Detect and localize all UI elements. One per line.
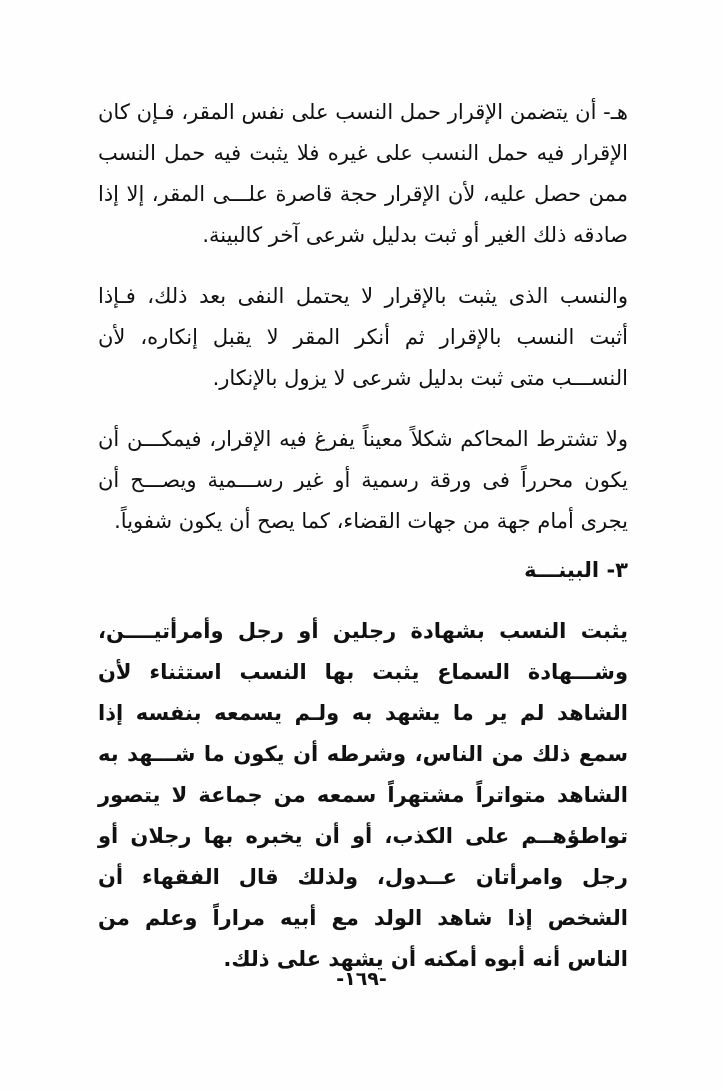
page-content xyxy=(98,92,628,980)
paragraph-evidence: يثبت النسب بشهادة رجلين أو رجل وأمرأتيــــن، وشـــهادة السماع يثبت بها النسب استثناء لأن الشاهد لم ير ما يشهد به ولـم يسمعه بنفسه إذا سمع ذلك من الناس، وشرطه أن يكون ما شـــهد به الشاهد متواتراً مشتهراً سمعه من جماعة لا يتصور تواطؤهــم على الكذب، أو أن يخبره بها رجلان أو رجل وامرأتان عــدول، ولذلك قال الفقهاء أن الشخص إذا شاهد الولد مع أبيه مراراً وعلم من الناس أنه أبوه أمكنه أن يشهد على ذلك. xyxy=(98,619,628,971)
page-number: -١٦٩- xyxy=(336,968,387,990)
paragraph-acknowledgment-condition: هـ- أن يتضمن الإقرار حمل النسب على نفس المقر، فـإن كان الإقرار فيه حمل النسب على غيره فلا يثبت فيه حمل النسب ممن حصل عليه، لأن الإقرار حجة قاصرة علـــى المقر، إلا إذا صادقه ذلك الغير أو ثبت بدليل شرعى آخر كالبينة. xyxy=(98,100,628,247)
paragraph-irrevocable-lineage: والنسب الذى يثبت بالإقرار لا يحتمل النفى بعد ذلك، فـإذا أثبت النسب بالإقرار ثم أنكر المقر لا يقبل إنكاره، لأن النســـب متى ثبت بدليل شرعى لا يزول بالإنكار. xyxy=(98,284,628,390)
section-heading: ٣- البينـــة xyxy=(524,558,628,582)
paragraph-acknowledgment-form: ولا تشترط المحاكم شكلاً معيناً يفرغ فيه الإقرار، فيمكـــن أن يكون محرراً فى ورقة رسمية أو غير رســـمية ويصـــح أن يجرى أمام جهة من جهات القضاء، كما يصح أن يكون شفوياً. xyxy=(98,427,628,533)
